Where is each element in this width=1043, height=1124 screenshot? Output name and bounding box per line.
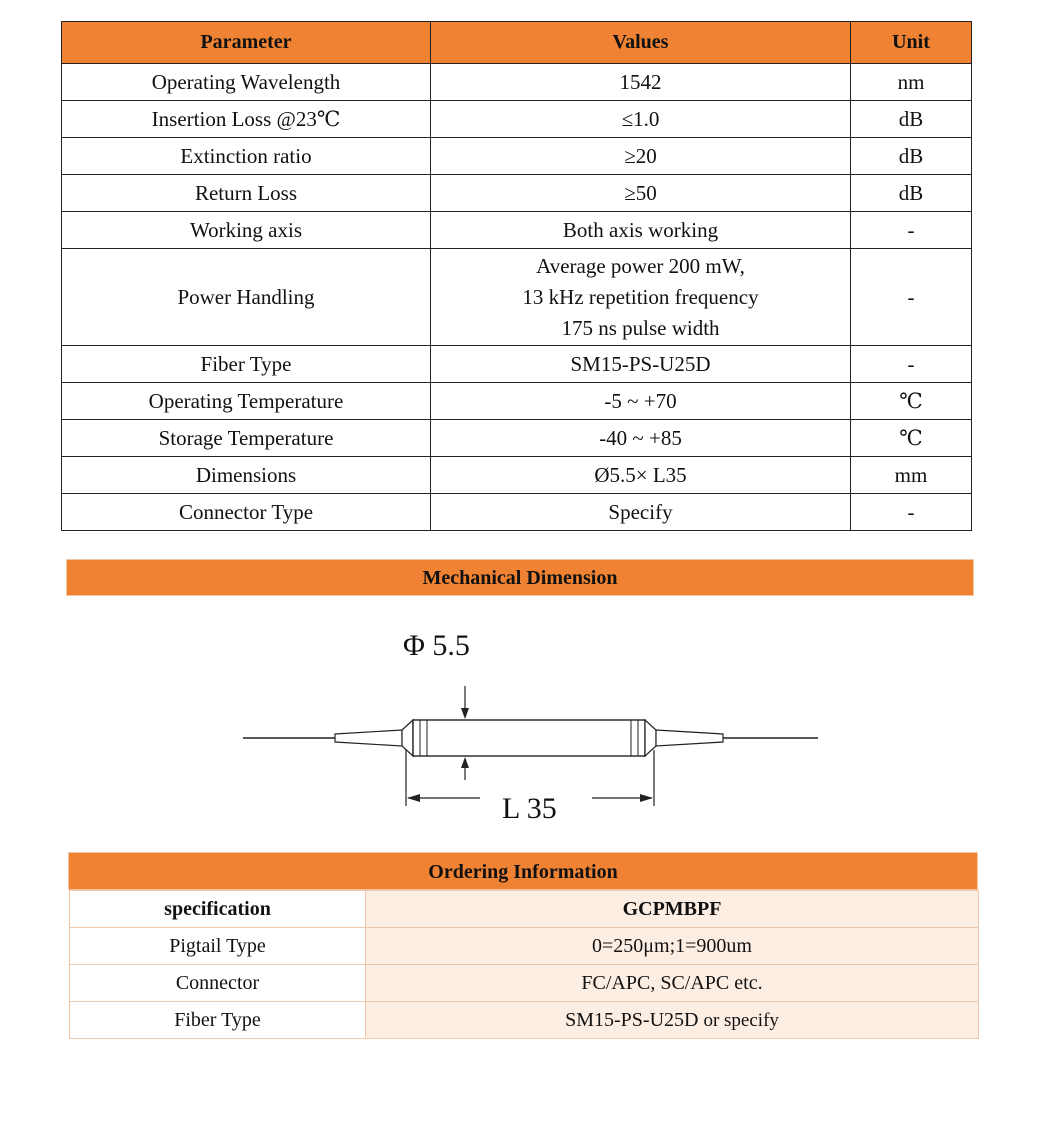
parameter-cell: Dimensions bbox=[62, 457, 431, 494]
unit-cell: - bbox=[851, 494, 972, 531]
parameter-cell: Working axis bbox=[62, 212, 431, 249]
unit-cell: - bbox=[851, 249, 972, 346]
left-boot bbox=[335, 730, 402, 746]
table-row bbox=[62, 212, 972, 249]
value-line: 13 kHz repetition frequency bbox=[522, 284, 759, 309]
order-value-main: SM15-PS-U25D bbox=[565, 1008, 699, 1031]
specification-table bbox=[61, 21, 972, 531]
table-row bbox=[62, 346, 972, 383]
value-cell: -5 ~ +70 bbox=[431, 383, 851, 420]
value-cell: Both axis working bbox=[431, 212, 851, 249]
value-cell: ≥20 bbox=[431, 138, 851, 175]
left-taper bbox=[402, 720, 413, 756]
table-row bbox=[62, 249, 972, 346]
table-row bbox=[62, 138, 972, 175]
unit-cell: dB bbox=[851, 138, 972, 175]
order-label-cell: Connector bbox=[70, 965, 366, 1002]
unit-cell: - bbox=[851, 346, 972, 383]
value-cell: ≤1.0 bbox=[431, 101, 851, 138]
order-value-cell bbox=[366, 1002, 979, 1039]
header-values: Values bbox=[431, 22, 851, 64]
order-value-cell: 0=250μm;1=900um bbox=[366, 928, 979, 965]
unit-cell: mm bbox=[851, 457, 972, 494]
ordering-table bbox=[69, 890, 979, 1039]
diameter-label: Φ 5.5 bbox=[403, 629, 470, 662]
value-line: 175 ns pulse width bbox=[561, 315, 720, 340]
order-label-cell: specification bbox=[70, 891, 366, 928]
parameter-cell: Power Handling bbox=[62, 249, 431, 346]
value-cell: -40 ~ +85 bbox=[431, 420, 851, 457]
right-boot bbox=[656, 730, 723, 746]
value-cell-multiline bbox=[431, 249, 851, 346]
value-cell: SM15-PS-U25D bbox=[431, 346, 851, 383]
value-line: Average power 200 mW, bbox=[536, 253, 745, 278]
unit-cell: ℃ bbox=[851, 420, 972, 457]
parameter-cell: Operating Temperature bbox=[62, 383, 431, 420]
table-row bbox=[70, 928, 979, 965]
unit-cell: ℃ bbox=[851, 383, 972, 420]
parameter-cell: Return Loss bbox=[62, 175, 431, 212]
mechanical-drawing bbox=[230, 620, 830, 835]
device-body bbox=[413, 720, 645, 756]
unit-cell: - bbox=[851, 212, 972, 249]
parameter-cell: Extinction ratio bbox=[62, 138, 431, 175]
parameter-cell: Fiber Type bbox=[62, 346, 431, 383]
table-row bbox=[62, 457, 972, 494]
parameter-cell: Storage Temperature bbox=[62, 420, 431, 457]
order-value-cell: FC/APC, SC/APC etc. bbox=[366, 965, 979, 1002]
order-label-cell: Fiber Type bbox=[70, 1002, 366, 1039]
table-row bbox=[62, 494, 972, 531]
table-row bbox=[70, 891, 979, 928]
order-label-cell: Pigtail Type bbox=[70, 928, 366, 965]
value-cell: 1542 bbox=[431, 64, 851, 101]
header-parameter: Parameter bbox=[62, 22, 431, 64]
unit-cell: dB bbox=[851, 175, 972, 212]
header-unit: Unit bbox=[851, 22, 972, 64]
arrowhead-icon bbox=[407, 794, 420, 802]
ordering-information-header: Ordering Information bbox=[68, 852, 978, 890]
table-row bbox=[70, 965, 979, 1002]
parameter-cell: Operating Wavelength bbox=[62, 64, 431, 101]
arrowhead-icon bbox=[640, 794, 653, 802]
length-label: L 35 bbox=[502, 792, 557, 825]
mechanical-dimension-header: Mechanical Dimension bbox=[66, 559, 974, 596]
table-header-row bbox=[62, 22, 972, 64]
table-row bbox=[70, 1002, 979, 1039]
arrowhead-icon bbox=[461, 757, 469, 768]
table-row bbox=[62, 64, 972, 101]
table-row bbox=[62, 420, 972, 457]
unit-cell: dB bbox=[851, 101, 972, 138]
order-value-cell: GCPMBPF bbox=[366, 891, 979, 928]
unit-cell: nm bbox=[851, 64, 972, 101]
value-cell: Specify bbox=[431, 494, 851, 531]
order-value-suffix: or specify bbox=[703, 1009, 779, 1031]
parameter-cell: Insertion Loss @23℃ bbox=[62, 101, 431, 138]
table-row bbox=[62, 383, 972, 420]
value-cell: ≥50 bbox=[431, 175, 851, 212]
arrowhead-icon bbox=[461, 708, 469, 719]
table-row bbox=[62, 175, 972, 212]
parameter-cell: Connector Type bbox=[62, 494, 431, 531]
value-cell: Ø5.5× L35 bbox=[431, 457, 851, 494]
table-row bbox=[62, 101, 972, 138]
